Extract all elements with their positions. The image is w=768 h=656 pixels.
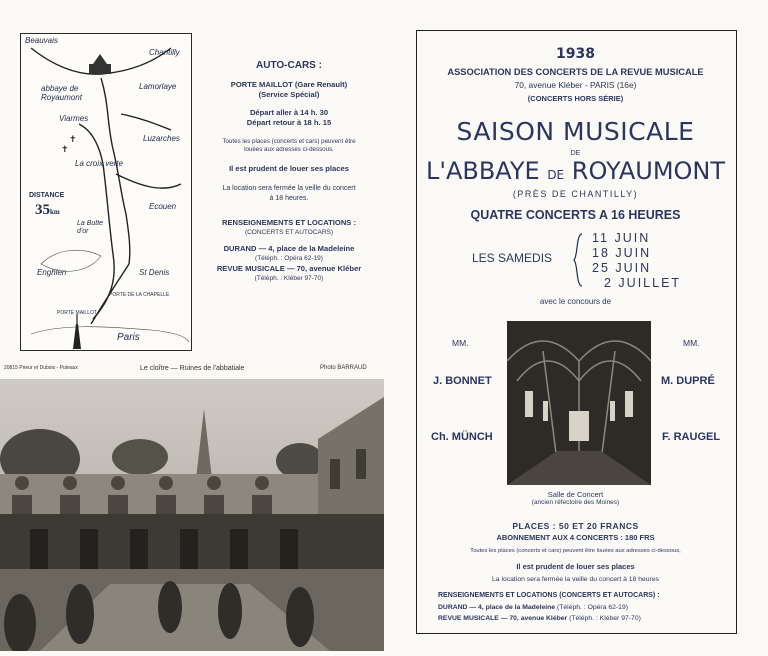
autocars-renseignements-sub: (CONCERTS ET AUTOCARS) [244, 229, 334, 236]
cross-icon: ✝ [69, 134, 77, 144]
autocars-fermee-2: à 18 heures. [269, 195, 309, 202]
poster-date-3: 25 JUIN [592, 261, 652, 275]
poster-toutes-places: Toutes les places (concerts et cars) peuvent être louées aux adresses ci-dessous, [470, 548, 681, 554]
poster-saison-title: SAISON MUSICALE [456, 117, 695, 146]
autocars-note-2: louées aux adresses ci-dessous. [244, 146, 334, 153]
poster-address: 70, avenue Kléber - PARIS (16e) [514, 80, 637, 90]
abbey-icon [89, 54, 111, 74]
poster-salle: Salle de Concert [547, 490, 604, 499]
poster-de: DE [570, 150, 581, 157]
autocars-title: AUTO-CARS : [256, 60, 322, 71]
performer-bonnet: J. BONNET [433, 375, 492, 387]
poster-date-1: 11 JUIN [592, 231, 651, 245]
autocars-durand: DURAND — 4, place de la Madeleine [223, 244, 355, 253]
poster-prudent: Il est prudent de louer ses places [516, 562, 635, 571]
map-place-croix-verte: La croix verte [75, 159, 124, 168]
distance-value: 35km [35, 202, 60, 218]
autocars-note-1: Toutes les places (concerts et cars) peuvent être [222, 138, 356, 145]
poster-date-4: 2 JUILLET [604, 276, 682, 290]
brace-icon [572, 232, 584, 288]
poster-abbaye-title: L'ABBAYE DE ROYAUMONT [425, 157, 726, 185]
poster-places: PLACES : 50 ET 20 FRANCS [512, 521, 639, 531]
autocars-porte: PORTE MAILLOT (Gare Renault) [230, 80, 348, 89]
autocars-fermee-1: La location sera fermée la veille du concert [222, 185, 356, 192]
distance-label: DISTANCE [29, 192, 65, 199]
poster-hors-serie: (CONCERTS HORS SÉRIE) [527, 94, 624, 103]
autocars-service: (Service Spécial) [258, 90, 320, 99]
map-place-paris: Paris [117, 332, 140, 343]
map-place-ecouen: Ecouen [149, 202, 177, 211]
poster-concours: avec le concours de [539, 297, 612, 306]
autocars-revue: REVUE MUSICALE — 70, avenue Kléber [216, 264, 362, 273]
caption-photo-credit: Photo BARRAUD [320, 365, 367, 371]
autocars-depart-aller: Départ aller à 14 h. 30 [249, 108, 329, 117]
poster-renseignements: RENSEIGNEMENTS ET LOCATIONS (CONCERTS ET AUTOCARS) : [438, 592, 660, 599]
map-place-lamorlaye: Lamorlaye [139, 82, 177, 91]
poster-abonnement: ABONNEMENT AUX 4 CONCERTS : 180 FRS [496, 533, 655, 542]
autocars-revue-tel: (Téléph. : Kléber 97-70) [254, 275, 324, 282]
autocars-info [200, 60, 378, 284]
map-place-porte-chapelle: PORTE DE LA CHAPELLE [109, 292, 170, 298]
poster-salle-sub: (ancien réfectoire des Moines) [531, 499, 620, 506]
concert-hall-photo [507, 321, 651, 485]
map-place-butte-dor: La Butte d'or [77, 220, 104, 235]
eiffel-tower-icon [73, 314, 81, 349]
poster-quatre-concerts: QUATRE CONCERTS A 16 HEURES [470, 208, 681, 222]
autocars-prudent: Il est prudent de louer ses places [229, 164, 349, 173]
poster-association: ASSOCIATION DES CONCERTS DE LA REVUE MUSICALE [447, 67, 704, 77]
map-place-enghien: Enghien [37, 268, 67, 277]
map-place-porte-maillot: PORTE MAILLOT [57, 310, 97, 316]
caption-printer: 20815 Prieur et Dubois - Puteaux [4, 365, 78, 371]
map-place-beauvais: Beauvais [25, 36, 58, 45]
poster-mm-right: MM. [683, 338, 700, 348]
map-place-luzarches: Luzarches [143, 134, 180, 143]
poster-mm-left: MM. [452, 338, 469, 348]
autocars-depart-retour: Départ retour à 18 h. 15 [246, 118, 332, 127]
road-main [101, 78, 130, 264]
autocars-renseignements: RENSEIGNEMENTS ET LOCATIONS : [221, 218, 357, 227]
route-map [20, 33, 192, 351]
poster-pres-chantilly: (PRÈS DE CHANTILLY) [512, 189, 639, 199]
poster-dates [592, 231, 681, 291]
map-place-saint-denis: St Denis [139, 268, 170, 277]
poster-les-samedis: LES SAMEDIS [472, 251, 553, 265]
performer-dupre: M. DUPRÉ [661, 375, 715, 387]
performer-munch: Ch. MÜNCH [431, 431, 493, 443]
cloister-photo [0, 379, 384, 651]
poster-revue: REVUE MUSICALE — 70, avenue Kléber (Téléph. : Kléber 97-70) [438, 615, 641, 622]
caption-title: Le cloître — Ruines de l'abbatiale [140, 365, 245, 372]
poster-fermee: La location sera fermée la veille du concert à 18 heures [492, 576, 659, 583]
map-place-viarmes: Viarmes [59, 114, 89, 123]
map-place-chantilly: Chantilly [149, 48, 180, 57]
photo-caption [0, 365, 384, 377]
performer-raugel: F. RAUGEL [662, 431, 721, 443]
map-place-royaumont: abbaye de Royaumont [41, 84, 82, 102]
poster-year: 1938 [556, 46, 595, 62]
autocars-durand-tel: (Téléph. : Opéra 62-19) [255, 255, 323, 262]
svg-text:✝: ✝ [61, 144, 69, 154]
poster-durand: DURAND — 4, place de la Madeleine (Téléph. : Opéra 62-19) [438, 604, 629, 611]
poster-date-2: 18 JUIN [592, 246, 652, 260]
